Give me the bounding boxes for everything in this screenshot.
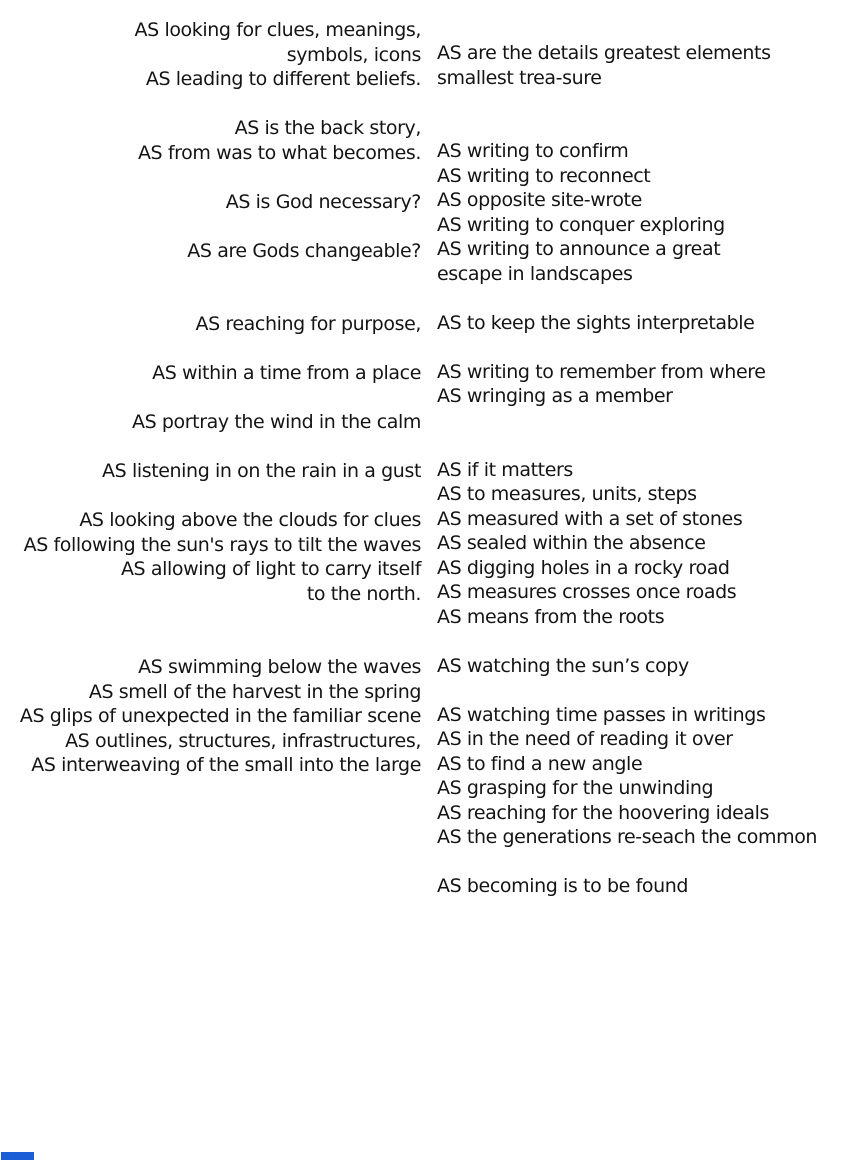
poem-line: AS is God necessary? <box>225 190 421 213</box>
poem-left-column <box>0 18 421 778</box>
poem-line: AS within a time from a place <box>152 362 421 384</box>
poem-line: AS measures crosses once roads <box>437 581 737 603</box>
poem-line: AS leading to different beliefs. <box>145 68 421 90</box>
poem-line: AS are Gods changeable? <box>187 239 421 262</box>
poem-line: AS the generations re-seach the common <box>437 826 818 848</box>
poem-line: AS becoming is to be found <box>437 875 689 897</box>
poem-line: AS reaching for the hoovering ideals <box>437 801 770 824</box>
poem-line: AS looking above the clouds for clues <box>79 509 421 531</box>
poem-line <box>0 92 421 117</box>
poem-line: AS looking for clues, meanings, <box>134 19 421 41</box>
poem-line: AS smell of the harvest in the spring <box>88 680 421 703</box>
poem-line: AS listening in on the rain in a gust <box>102 460 421 482</box>
poem-line: smallest trea-sure <box>437 66 602 89</box>
poem-line: AS is the back story, <box>234 117 421 139</box>
poem-line <box>437 115 841 140</box>
poem-line: AS allowing of light to carry itself <box>120 558 421 580</box>
poem-line <box>437 286 841 311</box>
poem-line: AS writing to confirm <box>437 140 629 162</box>
poem-line <box>0 484 421 509</box>
poem-line: AS to keep the sights interpretable <box>437 311 755 334</box>
poem-line <box>0 386 421 411</box>
poem-line: AS portray the wind in the calm <box>131 411 421 433</box>
poem-line: AS measured with a set of stones <box>437 507 743 530</box>
bottom-left-blue-marker <box>1 1152 34 1160</box>
poem-line: AS writing to reconnect <box>437 164 651 187</box>
poem-line: AS outlines, structures, infrastructures, <box>65 729 421 752</box>
poem-line: AS grasping for the unwinding <box>437 777 714 799</box>
poem-line: AS interweaving of the small into the large <box>31 754 421 776</box>
poem-line: to the north. <box>306 582 421 605</box>
poem-line: AS from was to what becomes. <box>137 141 421 164</box>
poem-line <box>0 435 421 460</box>
poem-line: AS watching the sun’s copy <box>437 654 689 677</box>
poem-line <box>437 409 841 434</box>
poem-line <box>0 263 421 288</box>
poem-line <box>0 165 421 190</box>
poem-line: AS if it matters <box>437 458 573 481</box>
poem-line <box>437 850 841 875</box>
poem-right-column <box>437 41 841 899</box>
poem-line <box>0 214 421 239</box>
poem-line <box>437 90 841 115</box>
poem-line: AS following the sun's rays to tilt the waves <box>23 533 421 556</box>
poem-line: AS glips of unexpected in the familiar scene <box>19 705 421 727</box>
poem-line: AS opposite site-wrote <box>437 189 642 211</box>
poem-line: AS to measures, units, steps <box>437 483 697 505</box>
poem-line <box>0 288 421 313</box>
poem-line: AS watching time passes in writings <box>437 703 766 726</box>
poem-line <box>437 335 841 360</box>
poem-line: AS writing to announce a great <box>437 238 721 260</box>
poem-line: AS sealed within the absence <box>437 532 706 554</box>
poem-line: AS digging holes in a rocky road <box>437 556 730 579</box>
poem-line <box>437 629 841 654</box>
poem-line: AS to find a new angle <box>437 752 643 775</box>
poem-line: AS in the need of reading it over <box>437 728 733 750</box>
poem-line: AS wringing as a member <box>437 385 673 407</box>
poem-line <box>437 433 841 458</box>
poem-line: escape in landscapes <box>437 262 633 285</box>
poem-line: AS are the details greatest elements <box>437 42 771 64</box>
poem-line: AS writing to conquer exploring <box>437 213 725 236</box>
poem-line <box>437 678 841 703</box>
poem-line <box>0 606 421 631</box>
poem-line: AS writing to remember from where <box>437 360 766 383</box>
poem-line <box>0 337 421 362</box>
poem-line <box>0 631 421 656</box>
poem-line: AS means from the roots <box>437 605 665 628</box>
poem-line: AS reaching for purpose, <box>195 313 421 335</box>
poem-line: AS swimming below the waves <box>138 656 421 678</box>
poem-line: symbols, icons <box>286 43 421 66</box>
